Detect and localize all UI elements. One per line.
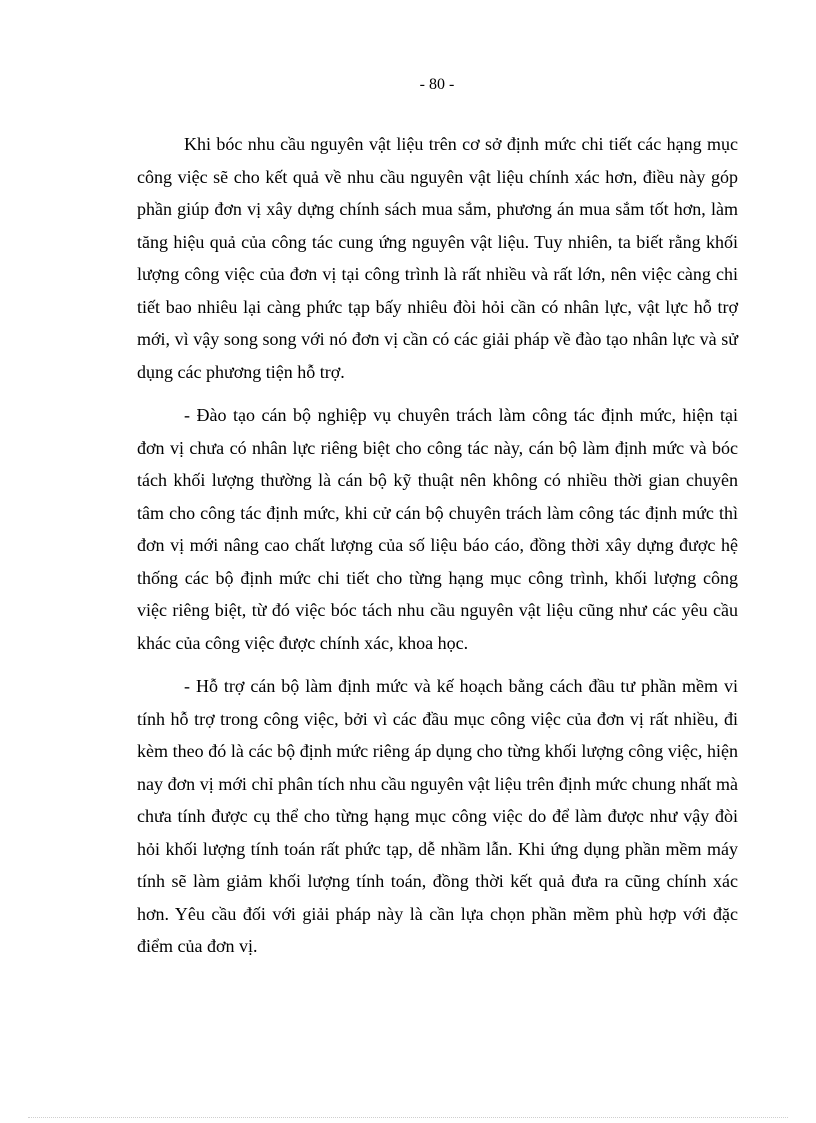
paragraph-software-support: - Hỗ trợ cán bộ làm định mức và kế hoạch bằng cách đầu tư phần mềm vi tính hỗ trợ trong công việc, bởi vì các đầu mục công việc của đơn vị rất nhiều, đi kèm theo đó là các bộ định mức riêng áp dụng cho từng khối lượng công việc, hiện nay đơn vị mới chỉ phân tích nhu cầu nguyên vật liệu trên định mức chung nhất mà chưa tính được cụ thể cho từng hạng mục công việc do để làm được như vậy đòi hỏi khối lượng tính toán rất phức tạp, dễ nhầm lẫn. Khi ứng dụng phần mềm máy tính sẽ làm giảm khối lượng tính toán, đồng thời kết quả đưa ra cũng chính xác hơn. Yêu cầu đối với giải pháp này là cần lựa chọn phần mềm phù hợp với đặc điểm của đơn vị. (137, 676, 738, 956)
paragraph-material-needs: Khi bóc nhu cầu nguyên vật liệu trên cơ sở định mức chi tiết các hạng mục công việc sẽ cho kết quả về nhu cầu nguyên vật liệu chính xác hơn, điều này góp phần giúp đơn vị xây dựng chính sách mua sắm, phương án mua sắm tốt hơn, làm tăng hiệu quả của công tác cung ứng nguyên vật liệu. Tuy nhiên, ta biết rằng khối lượng công việc của đơn vị tại công trình là rất nhiều và rất lớn, nên việc càng chi tiết bao nhiêu lại càng phức tạp bấy nhiêu đòi hỏi cần có nhân lực, vật lực hỗ trợ mới, vì vậy song song với nó đơn vị cần có các giải pháp về đào tạo nhân lực và sử dụng các phương tiện hỗ trợ. (137, 134, 738, 382)
document-body (137, 128, 738, 974)
footer-divider (28, 1117, 788, 1118)
page-number: - 80 - (419, 76, 455, 93)
paragraph-staff-training: - Đào tạo cán bộ nghiệp vụ chuyên trách làm công tác định mức, hiện tại đơn vị chưa có nhân lực riêng biệt cho công tác này, cán bộ làm định mức và bóc tách khối lượng thường là cán bộ kỹ thuật nên không có nhiều thời gian chuyên tâm cho công tác định mức, khi cử cán bộ chuyên trách làm công tác định mức thì đơn vị mới nâng cao chất lượng của số liệu báo cáo, đồng thời xây dựng được hệ thống các bộ định mức chi tiết cho từng hạng mục công trình, khối lượng công việc riêng biệt, từ đó việc bóc tách nhu cầu nguyên vật liệu cũng như các yêu cầu khác của công việc được chính xác, khoa học. (137, 405, 738, 653)
